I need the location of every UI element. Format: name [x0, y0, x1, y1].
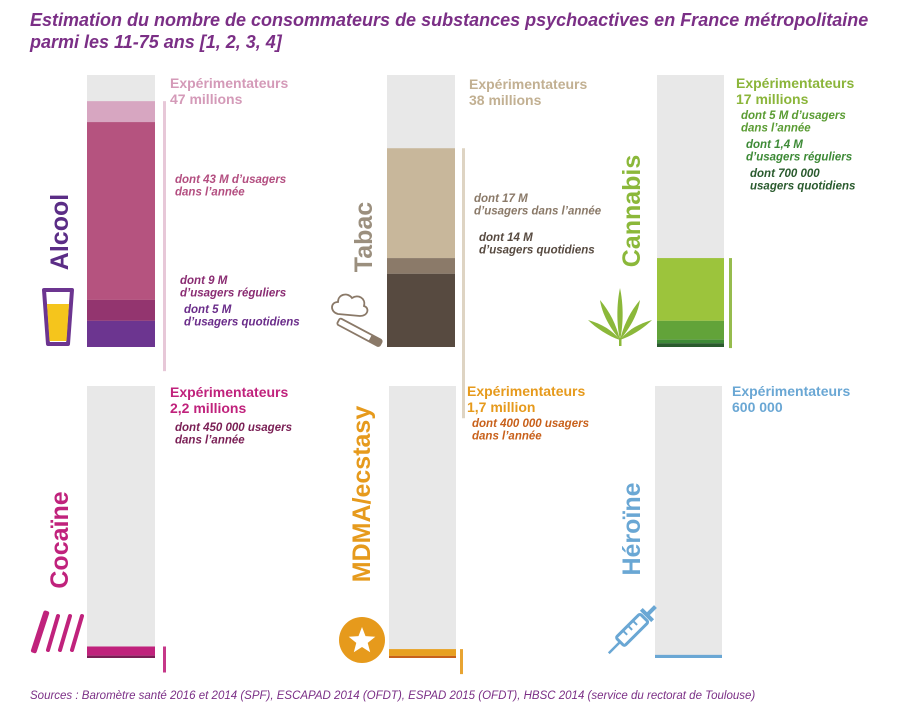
bar-segment	[655, 655, 722, 658]
main-label: 17 millions	[736, 91, 809, 107]
sub-label: dont 450 000 usagers	[175, 422, 292, 434]
sub-label: dans l’année	[472, 430, 542, 443]
sub-label: usagers quotidiens	[750, 180, 856, 193]
sub-label: d’usagers quotidiens	[184, 316, 300, 329]
main-label: 1,7 million	[467, 399, 536, 415]
main-label: 38 millions	[469, 92, 542, 108]
panel-cannabis	[588, 75, 855, 348]
bar-segment	[657, 343, 724, 347]
sub-label: d’usagers réguliers	[180, 287, 287, 300]
label-guide-line	[163, 646, 166, 672]
population-bar	[389, 386, 456, 658]
sub-label: dont 5 M d’usagers	[741, 110, 846, 122]
sub-label: dont 5 M	[184, 304, 232, 316]
panel-mdma-ecstasy	[339, 383, 589, 674]
bar-segment	[657, 340, 724, 344]
bar-segment	[389, 649, 456, 656]
sources-note: Sources : Baromètre santé 2016 et 2014 (SPF), ESCAPAD 2014 (OFDT), ESPAD 2015 (OFDT), HBSC 2014 (service du rectorat de Toulouse)	[30, 690, 756, 702]
bar-segment	[387, 274, 455, 347]
bar-segment	[387, 148, 455, 258]
sub-label: d’usagers quotidiens	[479, 244, 595, 257]
main-label: 47 millions	[170, 91, 243, 107]
bar-segment	[87, 101, 155, 122]
panel-alcool	[44, 75, 300, 371]
main-label: Expérimentateurs	[170, 75, 289, 91]
bar-segment	[87, 646, 155, 655]
substance-name: Cannabis	[618, 154, 646, 268]
main-label: Expérimentateurs	[732, 383, 851, 399]
label-guide-line	[462, 148, 465, 418]
bar-segment	[87, 656, 155, 658]
panel-heroine	[603, 383, 850, 659]
substance-name: Alcool	[46, 193, 74, 271]
sub-label: d’usagers dans l’année	[474, 205, 602, 218]
cannabis-leaf-icon	[588, 288, 652, 346]
beer-glass-icon	[44, 290, 72, 344]
main-label: 600 000	[732, 399, 783, 415]
label-guide-line	[460, 649, 463, 674]
cocaine-lines-icon	[30, 610, 82, 654]
sub-label: dans l’année	[741, 122, 811, 135]
bar-segment	[87, 122, 155, 300]
label-guide-line	[729, 258, 732, 348]
bar-segment	[389, 656, 456, 658]
main-label: Expérimentateurs	[170, 384, 289, 400]
main-label: Expérimentateurs	[736, 75, 855, 91]
sub-label: d’usagers réguliers	[746, 151, 853, 164]
star-pill-icon	[339, 617, 385, 663]
panel-cocaine	[30, 384, 292, 672]
syringe-icon	[603, 601, 661, 659]
bar-segment	[87, 300, 155, 321]
sub-label: dont 1,4 M	[746, 139, 803, 151]
sub-label: dans l’année	[175, 186, 245, 199]
label-guide-line	[163, 101, 166, 371]
chart-title: Estimation du nombre de consommateurs de substances psychoactives en France métropolitaine parmi les 11-75 ans [1, 2, 3, 4]	[30, 10, 869, 52]
cigarette-icon	[332, 295, 382, 347]
sub-label: dont 9 M	[180, 275, 228, 287]
bar-segment	[657, 321, 724, 340]
bar-segment	[657, 258, 724, 321]
sub-label: dont 43 M d’usagers	[175, 174, 287, 186]
sub-label: dans l’année	[175, 434, 245, 447]
panel-tabac	[332, 75, 602, 418]
bar-segment	[87, 321, 155, 347]
substance-name: Tabac	[350, 201, 378, 273]
substance-name: MDMA/ecstasy	[348, 405, 376, 583]
sub-label: dont 400 000 usagers	[472, 418, 589, 430]
sub-label: dont 700 000	[750, 168, 820, 180]
substance-name: Héroïne	[618, 482, 646, 576]
substance-name: Cocaïne	[46, 491, 74, 589]
sub-label: dont 17 M	[474, 193, 528, 205]
main-label: Expérimentateurs	[469, 76, 588, 92]
main-label: Expérimentateurs	[467, 383, 586, 399]
population-bar	[87, 386, 155, 658]
main-label: 2,2 millions	[170, 400, 247, 416]
bar-segment	[387, 258, 455, 274]
sub-label: dont 14 M	[479, 232, 533, 244]
population-bar	[655, 386, 722, 658]
